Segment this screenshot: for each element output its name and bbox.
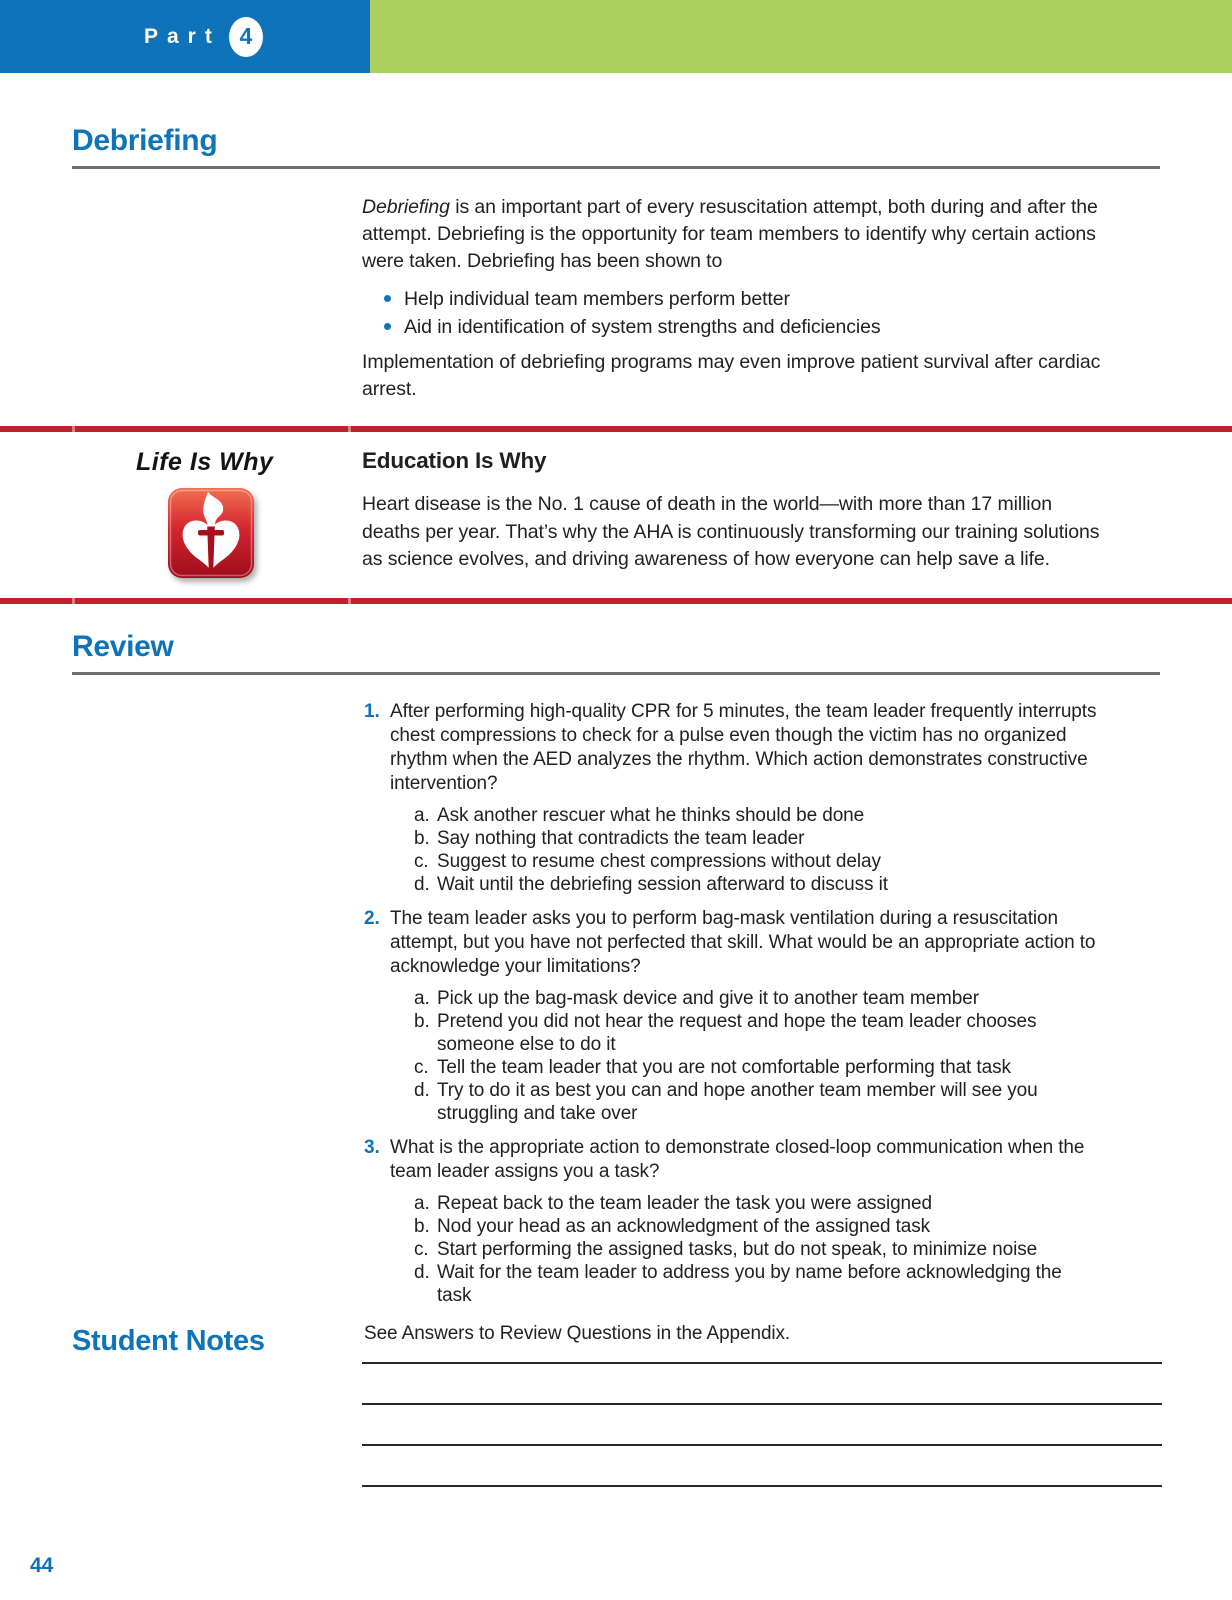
answer-option xyxy=(414,827,1085,850)
option-letter: b. xyxy=(414,828,430,849)
option-letter: d. xyxy=(414,874,430,895)
answer-option xyxy=(414,1056,1085,1079)
bullet-item xyxy=(384,313,1107,341)
option-letter: d. xyxy=(414,1262,430,1283)
option-text: Suggest to resume chest compressions without delay xyxy=(437,851,881,872)
review-question-1 xyxy=(364,700,1120,896)
notes-line xyxy=(362,1362,1162,1364)
option-text: Wait until the debriefing session afterward to discuss it xyxy=(437,874,888,895)
answer-option xyxy=(414,1079,1085,1125)
answer-option xyxy=(414,1215,1085,1238)
question-number: 1. xyxy=(364,701,380,722)
answer-option xyxy=(414,1261,1085,1307)
debriefing-bullet-list xyxy=(384,285,1107,341)
option-text: Pick up the bag-mask device and give it to another team member xyxy=(437,988,979,1009)
answer-options xyxy=(414,1192,1120,1307)
option-letter: c. xyxy=(414,1057,429,1078)
callout-top-rule xyxy=(0,426,1232,432)
answer-option xyxy=(414,987,1085,1010)
debriefing-body xyxy=(362,194,1107,403)
rule-divider xyxy=(348,426,351,432)
question-text: The team leader asks you to perform bag-mask ventilation during a resuscitation attempt, but you have not perfected that skill. What would be an appropriate action to acknowledge your limitations? xyxy=(390,908,1096,977)
notes-line xyxy=(362,1403,1162,1405)
education-is-why-paragraph: Heart disease is the No. 1 cause of death in the world—with more than 17 million deaths per year. That’s why the AHA is continuously transforming our training solutions as science evolves, and driving awareness of how everyone can help save a life. xyxy=(362,493,1100,570)
option-letter: a. xyxy=(414,1193,430,1214)
review-question-2 xyxy=(364,907,1120,1125)
option-letter: b. xyxy=(414,1011,430,1032)
question-number: 3. xyxy=(364,1137,380,1158)
answer-option xyxy=(414,804,1085,827)
notes-line xyxy=(362,1444,1162,1446)
page-number: 44 xyxy=(30,1554,54,1577)
answer-option xyxy=(414,1238,1085,1261)
option-letter: a. xyxy=(414,805,430,826)
option-text: Ask another rescuer what he thinks should be done xyxy=(437,805,865,826)
rule-divider xyxy=(72,598,75,604)
option-text: Wait for the team leader to address you by name before acknowledging the task xyxy=(437,1262,1062,1306)
option-text: Start performing the assigned tasks, but do not speak, to minimize noise xyxy=(437,1239,1038,1260)
option-text: Say nothing that contradicts the team leader xyxy=(437,828,805,849)
student-notes-title: Student Notes xyxy=(72,1325,265,1357)
option-letter: c. xyxy=(414,851,429,872)
aha-heart-torch-logo-icon xyxy=(167,487,255,579)
debriefing-intro-paragraph xyxy=(362,194,1107,275)
header-band xyxy=(0,0,1232,73)
answer-option xyxy=(414,1192,1085,1215)
question-text: What is the appropriate action to demonstrate closed-loop communication when the team leader assigns you a task? xyxy=(390,1137,1085,1182)
answer-options xyxy=(414,804,1120,896)
rule-divider xyxy=(348,598,351,604)
rule-divider xyxy=(72,426,75,432)
bullet-dot-icon xyxy=(384,323,391,330)
part-label: Part xyxy=(144,24,221,48)
option-text: Pretend you did not hear the request and hope the team leader chooses someone else to do it xyxy=(437,1011,1037,1055)
question-text: After performing high-quality CPR for 5 minutes, the team leader frequently interrupts chest compressions to check for a pulse even though the victim has no organized rhythm when the AED analyzes the rhythm. Which action demonstrates constructive intervention? xyxy=(390,701,1097,794)
option-letter: b. xyxy=(414,1216,430,1237)
bullet-text: Help individual team members perform better xyxy=(404,288,790,310)
option-letter: a. xyxy=(414,988,430,1009)
answer-option xyxy=(414,850,1085,873)
see-answers-note: See Answers to Review Questions in the Appendix. xyxy=(364,1323,791,1344)
debriefing-section-title: Debriefing xyxy=(72,124,1160,169)
option-text: Nod your head as an acknowledgment of the assigned task xyxy=(437,1216,931,1237)
option-letter: c. xyxy=(414,1239,429,1260)
review-question-3 xyxy=(364,1136,1120,1307)
life-is-why-label: Life Is Why xyxy=(136,448,274,476)
option-letter: d. xyxy=(414,1080,430,1101)
part-number-badge: 4 xyxy=(229,17,263,57)
option-text: Tell the team leader that you are not comfortable performing that task xyxy=(437,1057,1011,1078)
answer-options xyxy=(414,987,1120,1125)
bullet-dot-icon xyxy=(384,295,391,302)
option-text: Repeat back to the team leader the task you were assigned xyxy=(437,1193,932,1214)
review-questions xyxy=(364,700,1120,1346)
notes-line xyxy=(362,1485,1162,1487)
answer-option xyxy=(414,1010,1085,1056)
part-banner xyxy=(0,0,370,73)
debriefing-italic-lead: Debriefing xyxy=(362,196,450,218)
debriefing-outro-paragraph: Implementation of debriefing programs may even improve patient survival after cardiac arrest. xyxy=(362,351,1101,400)
question-number: 2. xyxy=(364,908,380,929)
bullet-text: Aid in identification of system strengths and deficiencies xyxy=(404,316,881,338)
bullet-item xyxy=(384,285,1107,313)
review-section-title: Review xyxy=(72,630,1160,675)
callout-bottom-rule xyxy=(0,598,1232,604)
answer-option xyxy=(414,873,1085,896)
debriefing-intro-rest: is an important part of every resuscitation attempt, both during and after the attempt. Debriefing is the opportunity for team members to identify why certain actions were taken. Debriefing has been shown to xyxy=(362,196,1098,272)
education-is-why-heading: Education Is Why xyxy=(362,448,547,473)
option-text: Try to do it as best you can and hope another team member will see you struggling and take over xyxy=(437,1080,1038,1124)
